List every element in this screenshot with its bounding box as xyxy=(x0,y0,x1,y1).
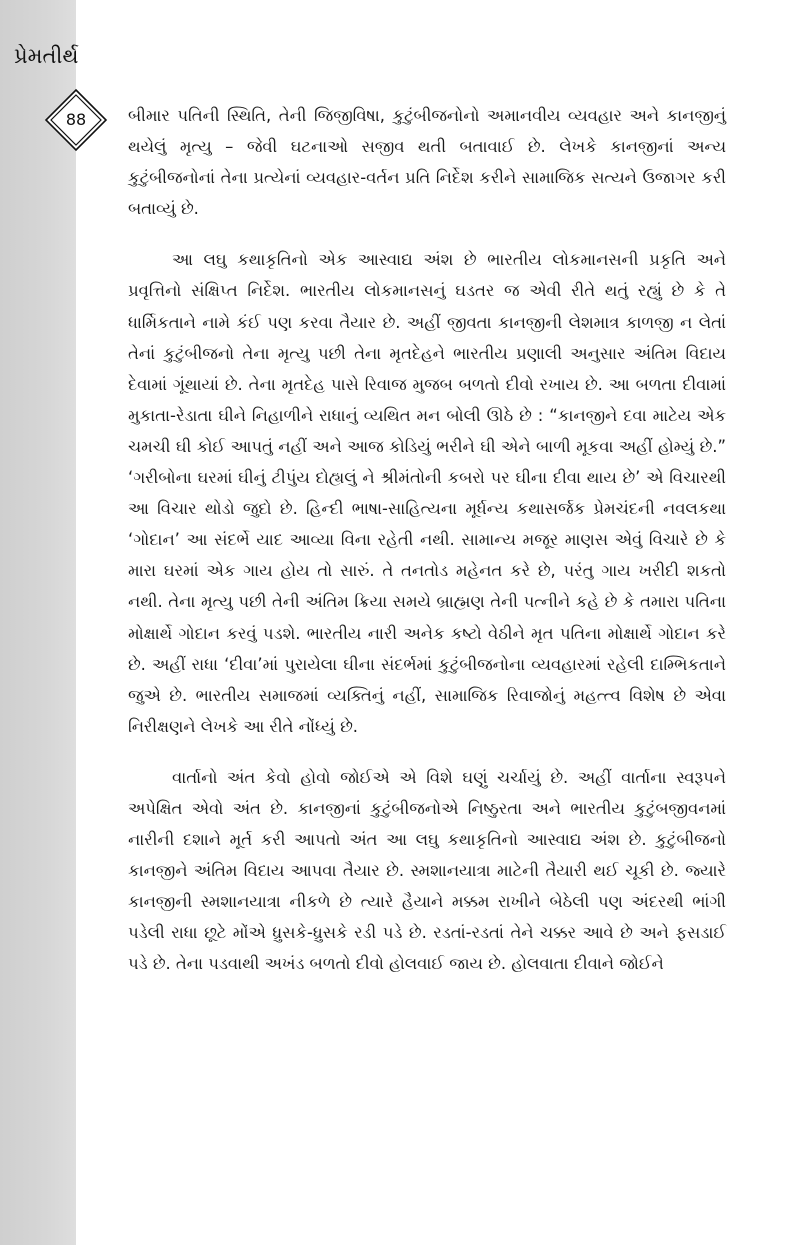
running-head: પ્રેમતીર્થ xyxy=(14,44,79,68)
page-number: 88 xyxy=(65,110,87,129)
paragraph-3: વાર્તાનો અંત કેવો હોવો જોઈએ એ વિશે ઘણું ચર્ચાયું છે. અહીં વાર્તાના સ્વરૂપને અપેક્ષિત એવો અંત છે. કાનજીનાં કુટુંબીજનોએ નિષ્ઠુરતા અને ભારતીય કુટુંબજીવનમાં નારીની દશાને મૂર્ત કરી આપતો અંત આ લઘુ કથાકૃતિનો આસ્વાદ્ય અંશ છે. કુટુંબીજનો કાનજીને અંતિમ વિદાય આપવા તૈયાર છે. સ્મશાનયાત્રા માટેની તૈયારી થઈ ચૂકી છે. જ્યારે કાનજીની સ્મશાનયાત્રા નીકળે છે ત્યારે હૈયાને મક્કમ રાખીને બેઠેલી પણ અંદરથી ભાંગી પડેલી રાધા છૂટે મોંએ ધ્રુસકે-ધ્રુસકે રડી પડે છે. રડતાં-રડતાં તેને ચક્કર આવે છે અને ફસડાઈ પડે છે. તેના પડવાથી અખંડ બળતો દીવો હોલવાઈ જાય છે. હોલવાતા દીવાને જોઈને xyxy=(128,767,726,974)
page-number-badge xyxy=(44,88,108,152)
paragraph-2: આ લઘુ કથાકૃતિનો એક આસ્વાદ્ય અંશ છે ભારતીય લોકમાનસની પ્રકૃતિ અને પ્રવૃત્તિનો સંક્ષિપ્ત નિર્દેશ. ભારતીય લોકમાનસનું ઘડતર જ એવી રીતે થતું રહ્યું છે કે તે ધાર્મિકતાને નામે કંઈ પણ કરવા તૈયાર છે. અહીં જીવતા કાનજીની લેશમાત્ર કાળજી ન લેતાં તેનાં કુટુંબીજનો તેના મૃત્યુ પછી તેના મૃતદેહને ભારતીય પ્રણાલી અનુસાર અંતિમ વિદાય દેવામાં ગૂંથાયાં છે. તેના મૃતદેહ પાસે રિવાજ મુજબ બળતો દીવો રખાય છે. આ બળતા દીવામાં મુકાતા-રેડાતા ઘીને નિહાળીને રાધાનું વ્યથિત મન બોલી ઊઠે છે : “કાનજીને દવા માટેય એક ચમચી ઘી કોઈ આપતું નહીં અને આજ કોડિયું ભરીને ઘી એને બાળી મૂકવા અહીં હોમ્યું છે.” ‘ગરીબોના ઘરમાં ઘીનું ટીપુંય દોહ્યલું ને શ્રીમંતોની કબરો પર ઘીના દીવા થાય છે’ એ વિચારથી આ વિચાર થોડો જુદો છે. હિન્દી ભાષા-સાહિત્યના મૂર્ધન્ય કથાસર્જક પ્રેમચંદની નવલકથા ‘ગોદાન’ આ સંદર્ભે યાદ આવ્યા વિના રહેતી નથી. સામાન્ય મજૂર માણસ એવું વિચારે છે કે મારા ઘરમાં એક ગાય હોય તો સારું. તે તનતોડ મહેનત કરે છે, પરંતુ ગાય ખરીદી શકતો નથી. તેના મૃત્યુ પછી તેની અંતિમ ક્રિયા સમયે બ્રાહ્મણ તેની પત્નીને કહે છે કે તમારા પતિના મોક્ષાર્થે ગોદાન કરવું પડશે. ભારતીય નારી અનેક કષ્ટો વેઠીને મૃત પતિના મોક્ષાર્થે ગોદાન કરે છે. અહીં રાધા ‘દીવા’માં પુરાયેલા ઘીના સંદર્ભમાં કુટુંબીજનોના વ્યવહારમાં રહેલી દામ્ભિકતાને જુએ છે. ભારતીય સમાજમાં વ્યક્તિનું નહીં, સામાજિક રિવાજોનું મહત્ત્વ વિશેષ છે એવા નિરીક્ષણને લેખકે આ રીતે નોંધ્યું છે. xyxy=(128,250,726,736)
margin-band xyxy=(0,0,76,1245)
paragraph-1: બીમાર પતિની સ્થિતિ, તેની જિજીવિષા, કુટુંબીજનોનો અમાનવીય વ્યવહાર અને કાનજીનું થયેલું મૃત્યુ – જેવી ઘટનાઓ સજીવ થતી બતાવાઈ છે. લેખકે કાનજીનાં અન્ય કુટુંબીજનોનાં તેના પ્રત્યેનાં વ્યવહાર-વર્તન પ્રતિ નિર્દેશ કરીને સામાજિક સત્યને ઉજાગર કરી બતાવ્યું છે. xyxy=(128,106,726,219)
body-text xyxy=(128,100,726,980)
